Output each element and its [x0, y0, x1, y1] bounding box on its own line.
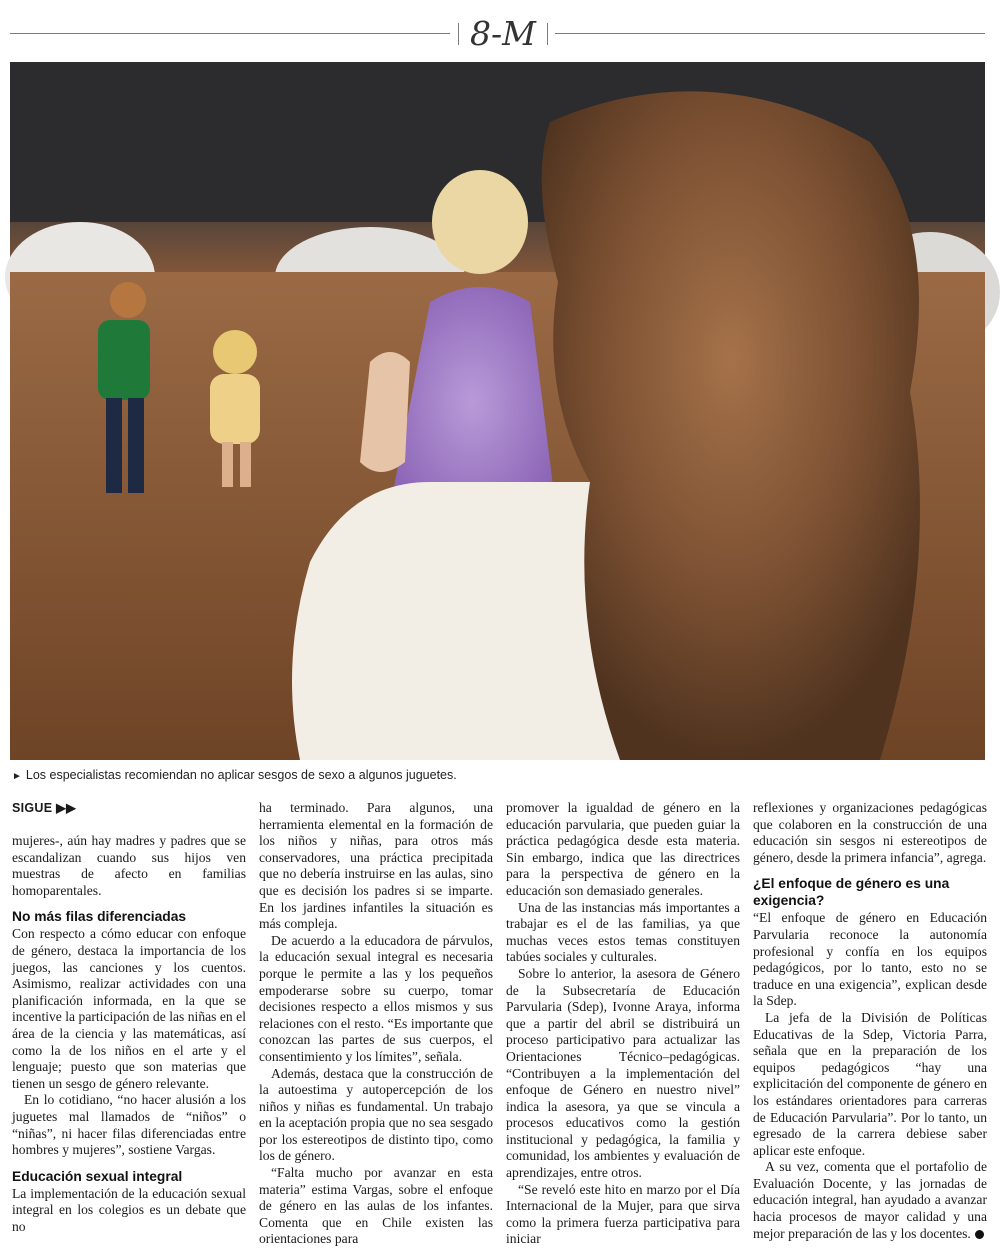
header-tick-right [547, 23, 548, 45]
header-rule-right [555, 33, 985, 34]
continue-label: SIGUE ▶▶ [12, 801, 76, 815]
subheading: No más filas diferenciadas [12, 909, 187, 925]
subheading: ¿El enfoque de género es una exigencia? [753, 876, 950, 909]
paragraph: La implementación de la educación sexual integral en los colegios es un debate que no [12, 1185, 246, 1234]
article-column-4 [753, 800, 987, 1242]
paragraph: Sobre lo anterior, la asesora de Género de la Subsecretaría de Educación Parvularia (Sdep), Ivonne Araya, informa que a partir del abril se distribuirá un proceso participativo para actualizar las Orientaciones Técnico–pedagógicas. “Contribuyen a la implementación del enfoque de Género en nuestro nivel” indica la asesora, ya que se vincula a procesos educativos como la gestión institucional y pedagógica, la familia y comunidad, los ambientes y evaluación de aprendizajes, entre otros. [506, 965, 740, 1181]
paragraph: Con respecto a cómo educar con enfoque de género, destaca la importancia de los juegos, las canciones y los cuentos. Asimismo, realizar actividades con una planificación informada, en la que se incentive la participación de las niñas en el área de la ciencia y las matemáticas, así como la de los niños en el arte y el lenguaje; puesto que son materias que tienen un sesgo de género relevante. [12, 926, 246, 1091]
section-header [10, 14, 985, 54]
paragraph: mujeres-, aún hay madres y padres que se escandalizan cuando sus hijos ven muestras de afecto en familias homoparentales. [12, 833, 246, 898]
paragraph-text: A su vez, comenta que el portafolio de Evaluación Docente, y las jornadas de educación integral, han ayudado a avanzar hacia procesos de mayor calidad y una mejor preparación de las y los docentes. [753, 1159, 987, 1241]
paragraph: “Se reveló este hito en marzo por el Día Internacional de la Mujer, para que sirva como la primera fuerza participativa para iniciar [506, 1181, 740, 1247]
paragraph: reflexiones y organizaciones pedagógicas que colaboren en la construcción de una educación sin sesgos ni estereotipos de género, desde la primera infancia”, agrega. [753, 800, 987, 865]
subheading: Educación sexual integral [12, 1168, 183, 1184]
article-photo [10, 62, 985, 760]
header-rule-left [10, 33, 450, 34]
section-title: 8-M [470, 14, 536, 53]
caption-text: Los especialistas recomiendan no aplicar sesgos de sexo a algunos juguetes. [25, 768, 457, 782]
end-of-article-mark [975, 1230, 984, 1239]
article-column-3 [506, 800, 740, 1248]
caption-arrow: ► [12, 771, 22, 782]
photo-caption [12, 768, 457, 782]
paragraph [753, 1159, 987, 1242]
paragraph: promover la igualdad de género en la educación parvularia, que pueden guiar la práctica pedagógica desde esta materia. Sin embargo, indica que las directrices para la perspectiva de género en la educación son demasiado generales. [506, 800, 740, 898]
paragraph: En lo cotidiano, “no hacer alusión a los juguetes mal llamados de “niños” o “niñas”, ni hacer filas diferenciadas entre hombres y mujeres”, sostiene Vargas. [12, 1092, 246, 1158]
paragraph: ha terminado. Para algunos, una herramienta elemental en la formación de los niños y niñas, para otros más conservadores, una práctica precipitada que no debería instruirse en las aulas, sino que es decisión los padres si se imparte. En los jardines infantiles la situación es más compleja. [259, 800, 493, 932]
paragraph: Además, destaca que la construcción de la autoestima y autopercepción de los niños y niñas es fundamental. Un trabajo en la aceptación propia que no sea sesgado por los estereotipos de distinto tipo, como los de género. [259, 1065, 493, 1164]
paragraph: “El enfoque de género en Educación Parvularia reconoce la autonomía profesional y confía en los equipos pedagógicos, por lo tanto, esto no se traduce en una exigencia”, explican desde la Sdep. [753, 910, 987, 1009]
paragraph: De acuerdo a la educadora de párvulos, la educación sexual integral es necesaria porque le permite a las y los pequeños empoderarse sobre su cuerpo, tomar decisiones respecto a ellos mismos y sus relaciones con el resto. “Es importante que conozcan las partes de sus cuerpos, el consentimiento y los límites”, señala. [259, 932, 493, 1064]
photo-illustration [10, 62, 985, 760]
paragraph: La jefa de la División de Políticas Educativas de la Sdep, Victoria Parra, señala que en la preparación de los equipos pedagógicos “hay una explicitación del componente de género en los estándares orientadores para carreras de Educación Parvularia”. Por lo tanto, un egresado de la carrera debiese saber aplicar este enfoque. [753, 1009, 987, 1158]
article-column-2 [259, 800, 493, 1248]
article-column-1 [12, 800, 246, 1235]
paragraph: “Falta mucho por avanzar en esta materia” estima Vargas, sobre el enfoque de género en las aulas de los infantes. Comenta que en Chile existen las orientaciones para [259, 1165, 493, 1247]
paragraph: Una de las instancias más importantes a trabajar es el de las familias, ya que muchas veces estos temas constituyen tabúes sociales y culturales. [506, 899, 740, 965]
